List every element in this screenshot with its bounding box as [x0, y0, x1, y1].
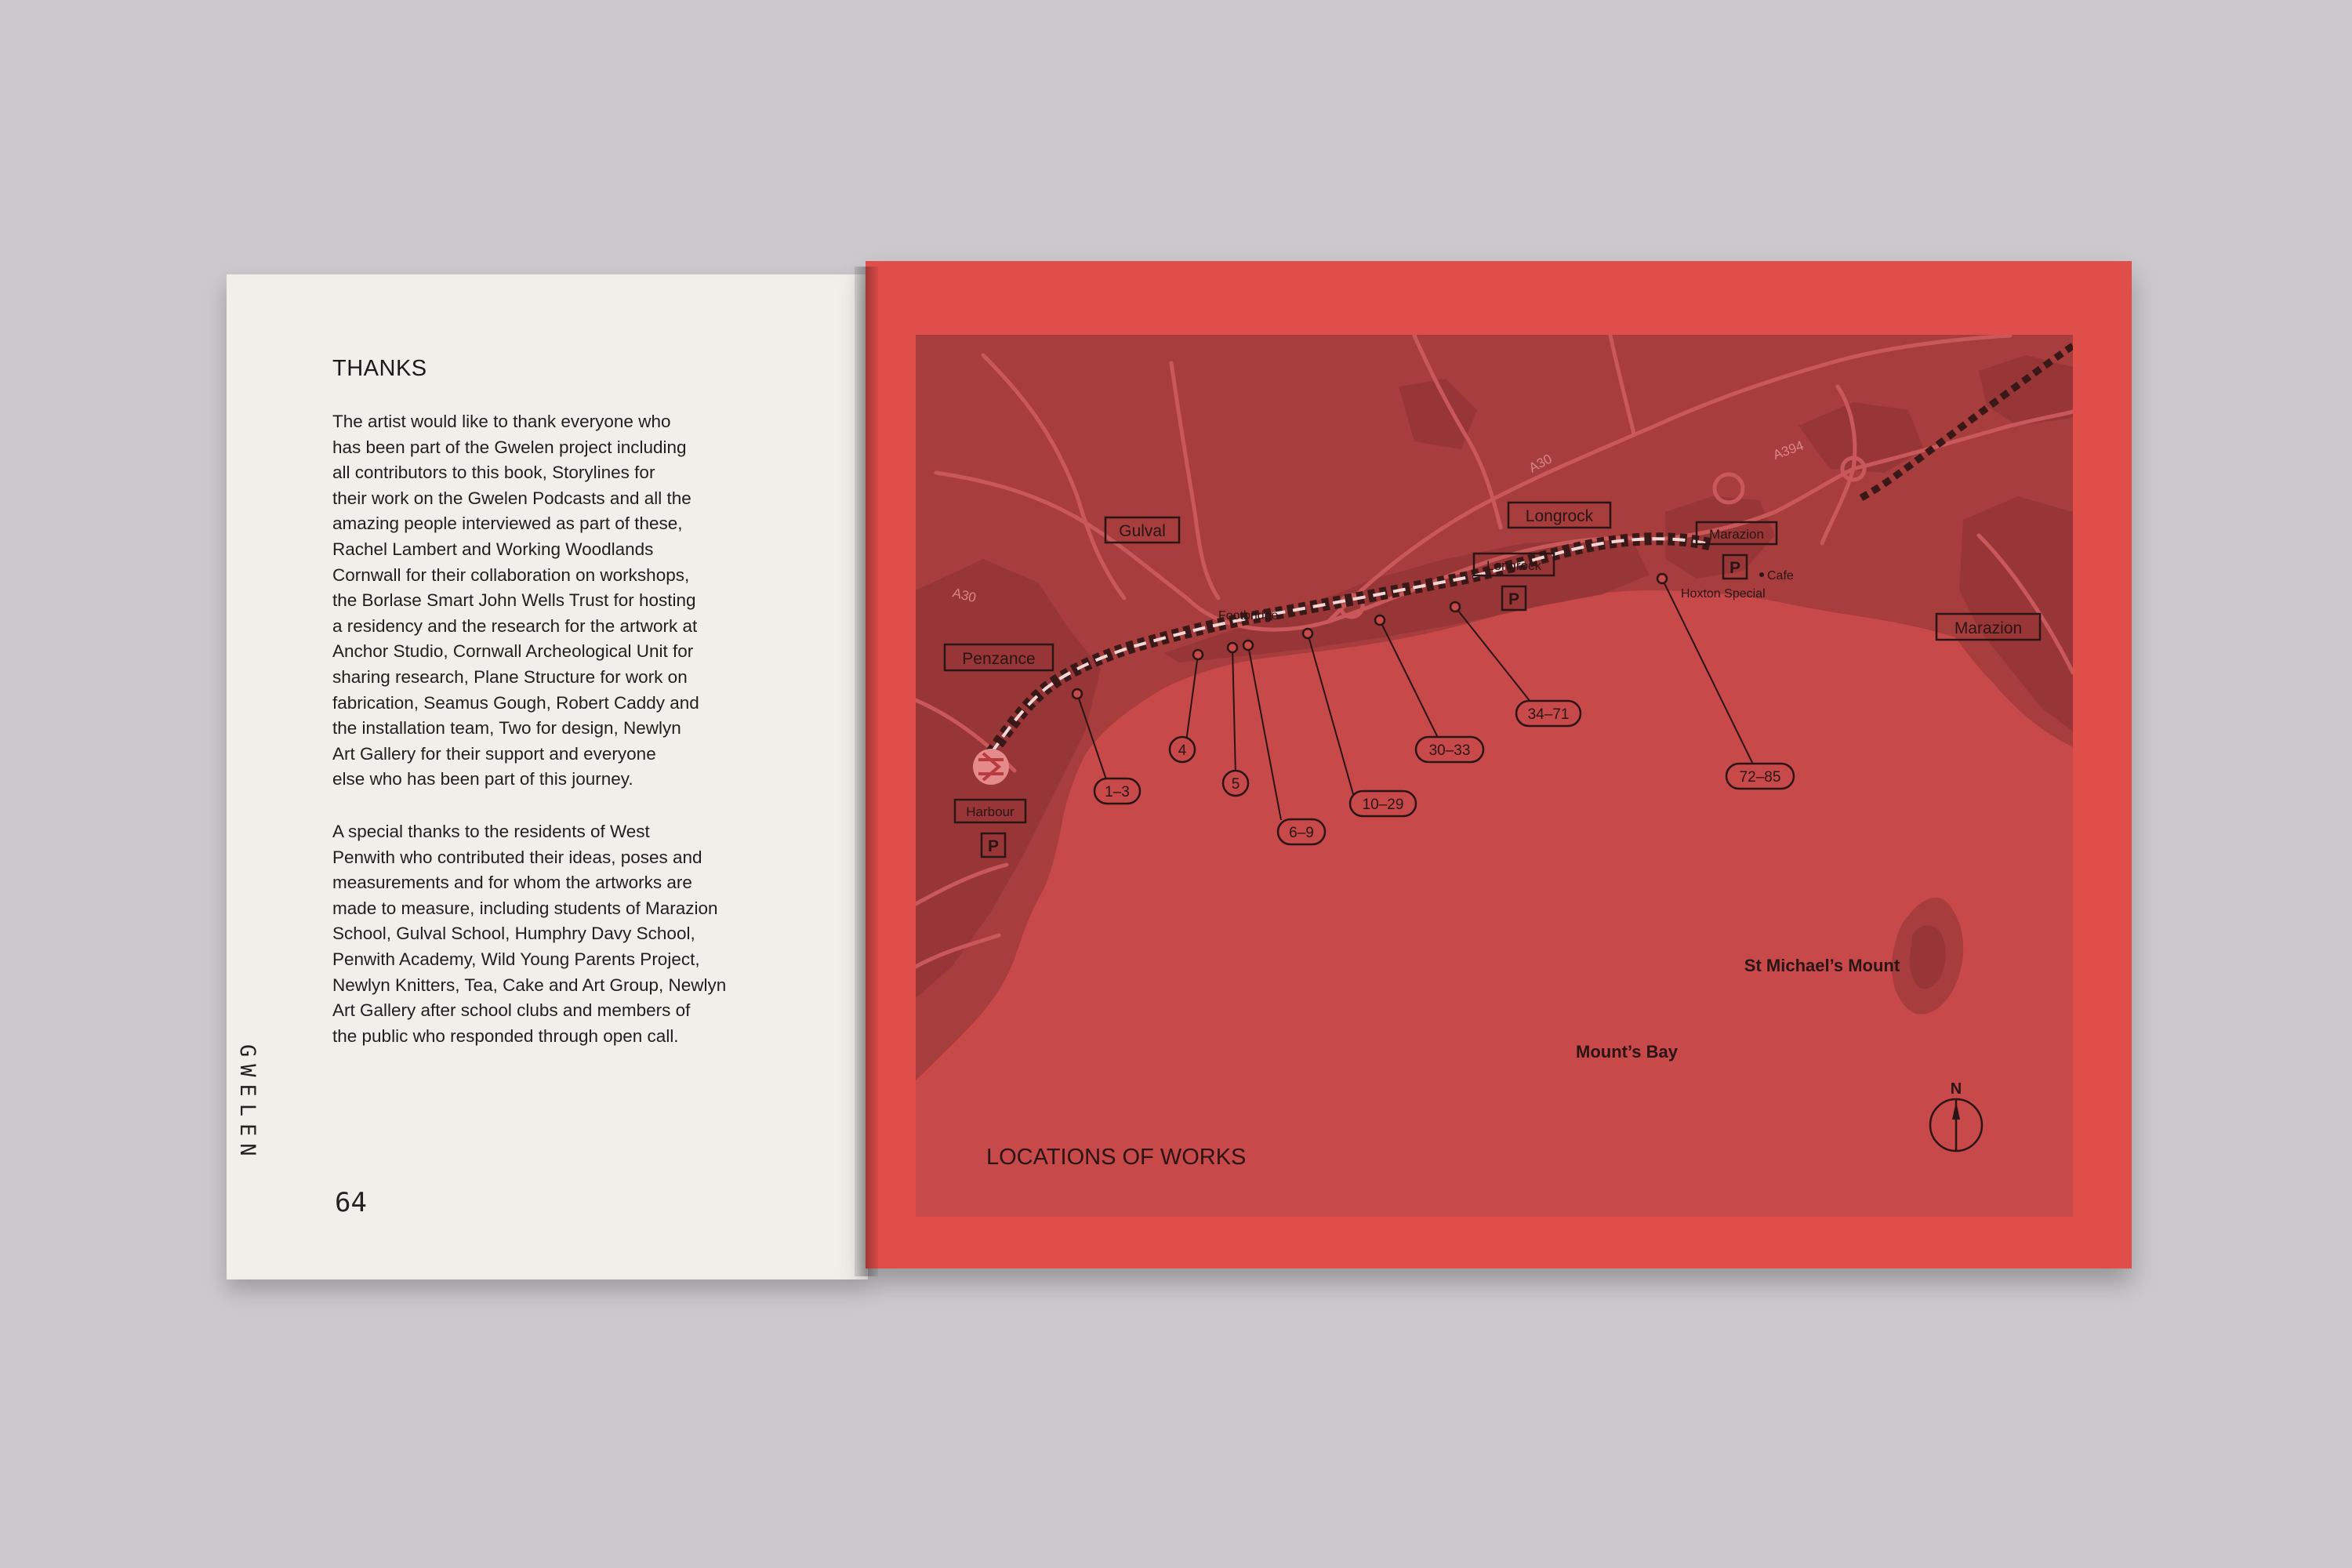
text-line: the Borlase Smart John Wells Trust for hosting — [332, 590, 696, 611]
work-tag-label: 6–9 — [1289, 825, 1314, 841]
text-line: the public who responded through open call. — [332, 1025, 679, 1046]
work-marker — [1303, 629, 1312, 638]
map-title: LOCATIONS OF WORKS — [986, 1145, 1247, 1170]
work-tag-label: 4 — [1178, 742, 1187, 759]
text-line: Rachel Lambert and Working Woodlands — [332, 539, 654, 559]
label-cafe: Cafe — [1767, 569, 1794, 583]
label-longrock: Longrock — [1525, 507, 1594, 525]
work-marker — [1450, 602, 1460, 612]
label-penzance: Penzance — [962, 650, 1036, 668]
text-line: Cornwall for their collaboration on workshops, — [332, 564, 690, 585]
label-gulval: Gulval — [1119, 522, 1166, 540]
work-tag-4 — [1170, 737, 1195, 762]
label-marazion: Marazion — [1954, 619, 2023, 637]
parking-letter: P — [987, 837, 1000, 855]
text-line: Art Gallery after school clubs and members of — [332, 1000, 691, 1021]
work-marker — [1243, 641, 1253, 650]
text-line: sharing research, Plane Structure for work on — [332, 666, 688, 687]
thanks-paragraph-2 — [332, 819, 771, 1049]
work-tag-label: 30–33 — [1428, 742, 1471, 759]
thanks-heading: THANKS — [332, 356, 427, 381]
locations-map — [866, 261, 2132, 1269]
right-page — [866, 261, 2132, 1269]
thanks-paragraph-1 — [332, 409, 771, 793]
text-line: amazing people interviewed as part of these, — [332, 514, 683, 534]
road-label-a30-west: A30 — [951, 585, 978, 606]
vertical-book-title: GWELEN — [235, 1044, 260, 1163]
railway-station-icon — [973, 749, 1009, 785]
parking-letter: P — [1729, 559, 1741, 577]
road-label-a30-east: A30 — [1526, 451, 1555, 476]
work-tag-30-33 — [1416, 737, 1483, 762]
text-line: else who has been part of this journey. — [332, 769, 633, 789]
work-tag-label: 1–3 — [1105, 784, 1130, 800]
road-label-a394: A394 — [1771, 437, 1806, 463]
work-tag-label: 5 — [1231, 776, 1240, 793]
label-marazion-car-park: Marazion — [1709, 527, 1764, 542]
work-tag-1-3 — [1094, 779, 1140, 804]
text-line: the installation team, Two for design, Newlyn — [332, 718, 681, 739]
label-hoxton-special: Hoxton Special — [1681, 587, 1766, 601]
book-gutter — [855, 267, 878, 1276]
text-line: Newlyn Knitters, Tea, Cake and Art Group, Newlyn — [332, 975, 727, 995]
work-tag-72-85 — [1726, 764, 1794, 789]
label-mounts-bay: Mount’s Bay — [1576, 1042, 1678, 1062]
work-marker — [1657, 574, 1667, 583]
text-line: Penwith Academy, Wild Young Parents Project, — [332, 949, 700, 969]
text-line: Anchor Studio, Cornwall Archeological Unit for — [332, 641, 694, 662]
work-tag-label: 34–71 — [1527, 706, 1570, 723]
text-line: The artist would like to thank everyone who — [332, 412, 671, 431]
work-marker — [1193, 650, 1203, 659]
parking-letter: P — [1508, 590, 1520, 608]
north-label: N — [1950, 1080, 1962, 1098]
work-tag-10-29 — [1350, 791, 1416, 816]
text-line: Art Gallery for their support and everyone — [332, 743, 656, 764]
text-line: their work on the Gwelen Podcasts and all the — [332, 488, 691, 508]
text-line: made to measure, including students of Marazion — [332, 898, 718, 918]
text-line: measurements and for whom the artworks are — [332, 873, 692, 893]
label-st-michaels-mount: St Michael’s Mount — [1744, 956, 1900, 975]
text-line: fabrication, Seamus Gough, Robert Caddy and — [332, 692, 699, 713]
text-line: all contributors to this book, Storylines for — [332, 463, 655, 483]
page-number: 64 — [335, 1187, 367, 1218]
work-tag-label: 72–85 — [1739, 769, 1781, 786]
label-harbour: Harbour — [966, 804, 1014, 819]
work-tag-label: 10–29 — [1362, 797, 1404, 813]
text-line: School, Gulval School, Humphry Davy School, — [332, 924, 695, 944]
work-tag-5 — [1223, 771, 1248, 796]
work-tag-6-9 — [1278, 819, 1325, 844]
label-footbridge: Footbridge — [1218, 609, 1279, 622]
left-page — [227, 274, 868, 1279]
cafe-marker — [1759, 572, 1764, 577]
work-marker — [1375, 615, 1385, 625]
text-line: a residency and the research for the artwork at — [332, 615, 698, 636]
work-marker — [1228, 643, 1237, 652]
work-tag-34-71 — [1516, 701, 1581, 726]
work-marker — [1073, 689, 1082, 699]
text-line: A special thanks to the residents of West — [332, 822, 650, 841]
text-line: Penwith who contributed their ideas, poses and — [332, 847, 702, 867]
text-line: has been part of the Gwelen project including — [332, 437, 687, 457]
label-longrock-car-park: Longrock — [1486, 558, 1541, 573]
